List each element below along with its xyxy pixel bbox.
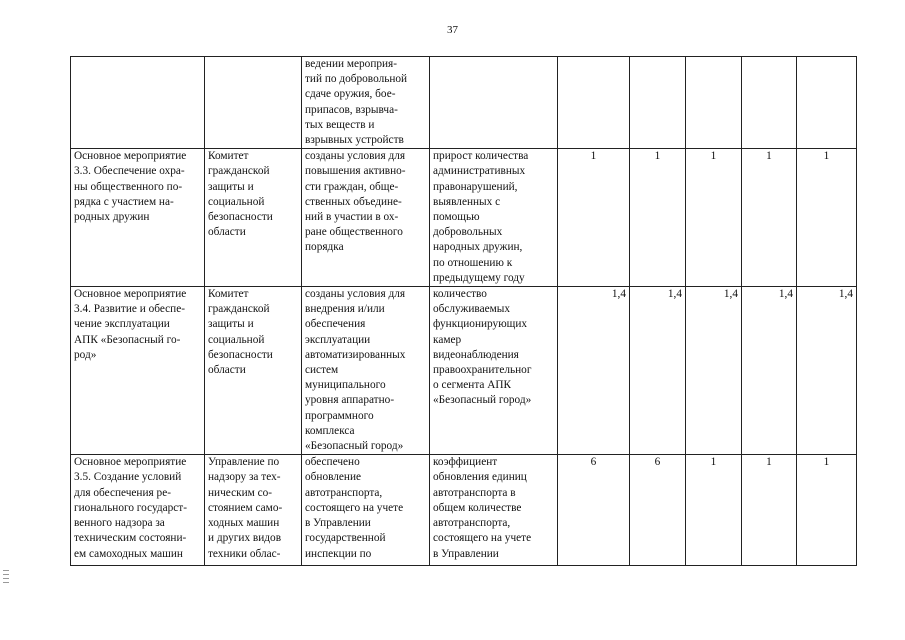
value-cell: 1 — [742, 455, 797, 566]
value-cell: 1 — [742, 149, 797, 287]
result-cell: созданы условия для повышения активно- сти граждан, обще- ственных объедине- ний в участии в ох- ране общественного порядка — [302, 149, 430, 287]
executor-cell — [205, 57, 302, 149]
value-cell: 6 — [630, 455, 686, 566]
value-cell — [630, 57, 686, 149]
table-row — [71, 149, 857, 287]
result-cell: созданы условия для внедрения и/или обеспечения эксплуатации автоматизированных систем муниципального уровня аппаратно- программного комплекса «Безопасный город» — [302, 287, 430, 455]
executor-cell: Комитет гражданской защиты и социальной безопасности области — [205, 149, 302, 287]
value-cell: 1,4 — [558, 287, 630, 455]
measures-table — [70, 56, 857, 566]
indicator-cell — [430, 57, 558, 149]
value-cell: 1,4 — [686, 287, 742, 455]
event-cell: Основное мероприятие 3.4. Развитие и обеспе- чение эксплуатации АПК «Безопасный го- род» — [71, 287, 205, 455]
indicator-cell: прирост количества административных правонарушений, выявленных с помощью добровольных народных дружин, по отношению к предыдущему году — [430, 149, 558, 287]
value-cell: 1 — [558, 149, 630, 287]
value-cell: 1 — [797, 455, 857, 566]
value-cell: 1,4 — [797, 287, 857, 455]
value-cell: 6 — [558, 455, 630, 566]
value-cell: 1,4 — [630, 287, 686, 455]
event-cell: Основное мероприятие 3.5. Создание условий для обеспечения ре- гионального государст- венного надзора за техническим состояни- ем самоходных машин — [71, 455, 205, 566]
indicator-cell: коэффициент обновления единиц автотранспорта в общем количестве автотранспорта, состоящего на учете в Управлении — [430, 455, 558, 566]
scan-artifact — [3, 570, 9, 586]
value-cell: 1,4 — [742, 287, 797, 455]
result-cell: ведении мероприя- тий по добровольной сдаче оружия, бое- припасов, взрывча- тых веществ и взрывных устройств — [302, 57, 430, 149]
event-cell — [71, 57, 205, 149]
table-row — [71, 287, 857, 455]
executor-cell: Комитет гражданской защиты и социальной безопасности области — [205, 287, 302, 455]
page-number: 37 — [447, 24, 458, 36]
value-cell: 1 — [686, 455, 742, 566]
value-cell — [742, 57, 797, 149]
value-cell — [686, 57, 742, 149]
value-cell: 1 — [797, 149, 857, 287]
event-cell: Основное мероприятие 3.3. Обеспечение охра- ны общественного по- рядка с участием на- родных дружин — [71, 149, 205, 287]
result-cell: обеспечено обновление автотранспорта, состоящего на учете в Управлении государственной инспекции по — [302, 455, 430, 566]
value-cell — [797, 57, 857, 149]
indicator-cell: количество обслуживаемых функционирующих камер видеонаблюдения правоохранительног о сегмента АПК «Безопасный город» — [430, 287, 558, 455]
value-cell — [558, 57, 630, 149]
value-cell: 1 — [686, 149, 742, 287]
table-row — [71, 57, 857, 149]
value-cell: 1 — [630, 149, 686, 287]
executor-cell: Управление по надзору за тех- ническим со- стоянием само- ходных машин и других видов техники облас- — [205, 455, 302, 566]
table-row — [71, 455, 857, 566]
